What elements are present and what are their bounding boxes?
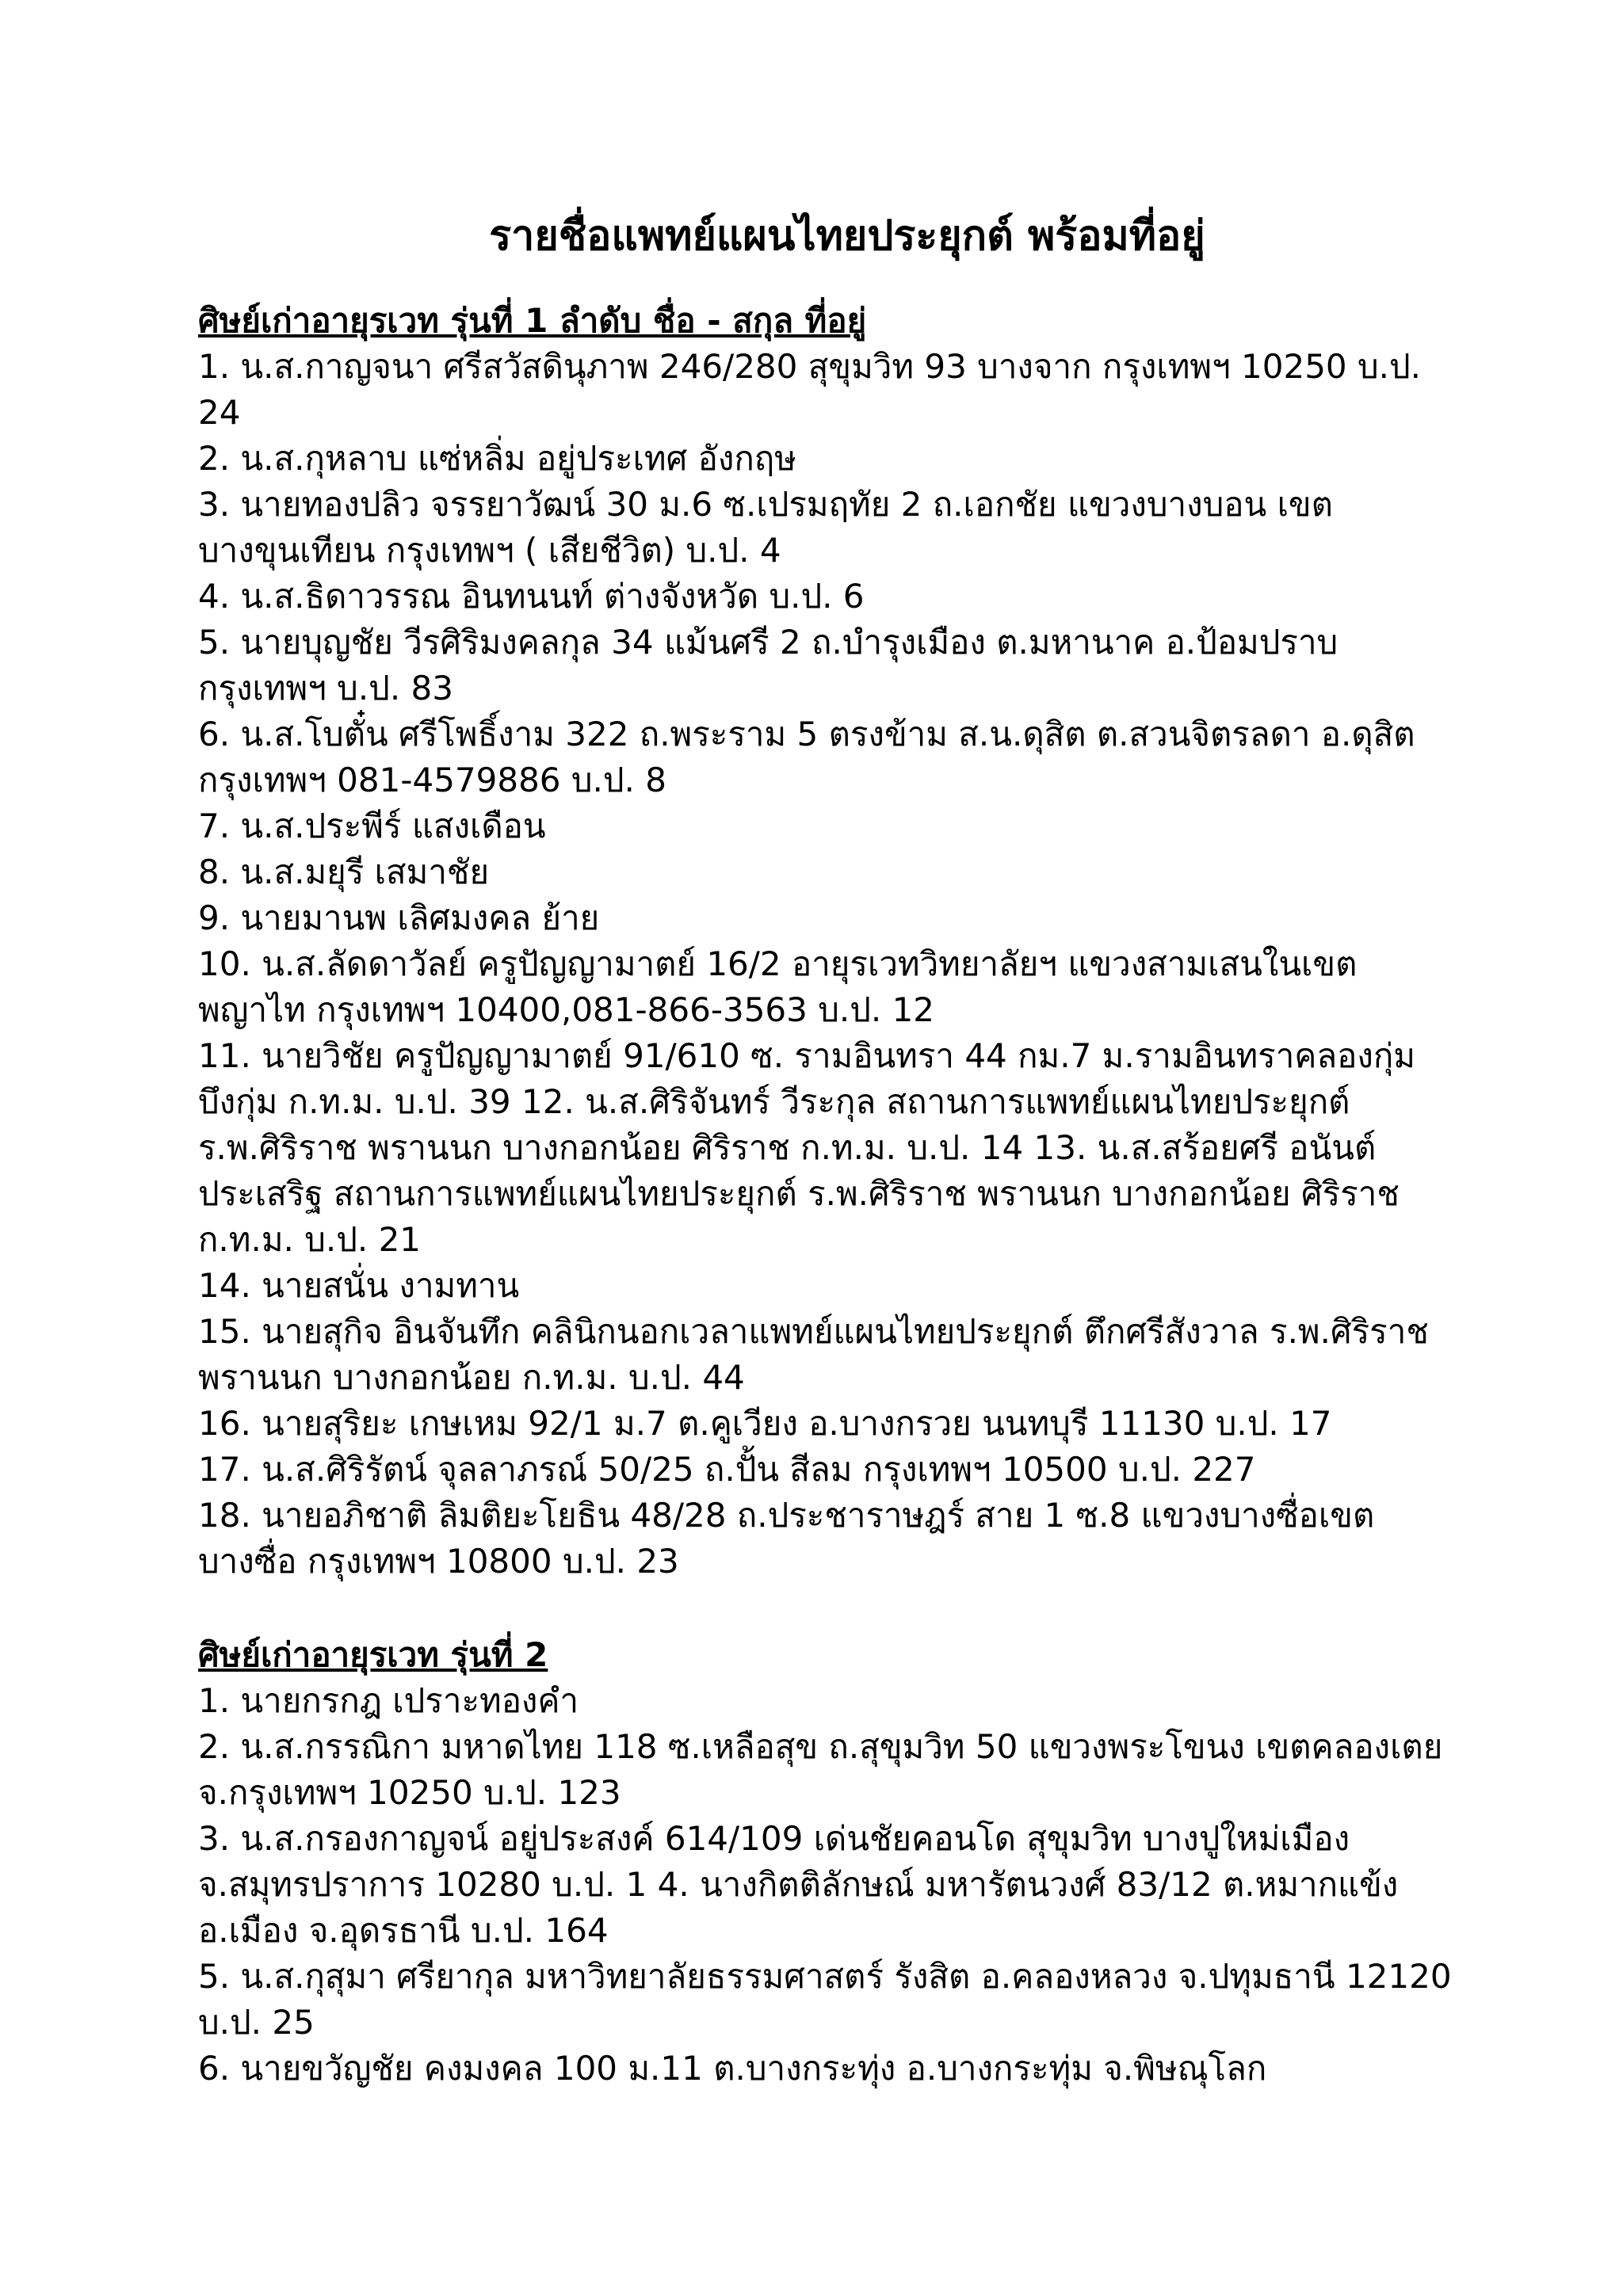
list-item: 2. น.ส.กุหลาบ แซ่หลิ่ม อยู่ประเทศ อังกฤษ <box>198 439 796 478</box>
list-item: 3. นายทองปลิว จรรยาวัฒน์ 30 ม.6 ซ.เปรมฤทัย 2 ถ.เอกชัย แขวงบางบอน เขตบางขุนเทียน กรุงเทพฯ ( เสียชีวิต) บ.ป. 4 <box>198 485 1333 570</box>
list-item: 5. น.ส.กุสุมา ศรียากุล มหาวิทยาลัยธรรมศาสตร์ รังสิต อ.คลองหลวง จ.ปทุมธานี 12120 บ.ป. 25 <box>198 1957 1452 2042</box>
list-item: 5. นายบุญชัย วีรศิริมงคลกุล 34 แม้นศรี 2 ถ.บำรุงเมือง ต.มหานาค อ.ป้อมปราบ กรุงเทพฯ บ.ป. 83 <box>198 623 1338 707</box>
entry-list <box>198 1678 1465 2092</box>
list-item: 6. น.ส.โบตั๋น ศรีโพธิ์งาม 322 ถ.พระราม 5 ตรงข้าม ส.น.ดุสิต ต.สวนจิตรลดา อ.ดุสิต กรุงเทพฯ 081-4579886 บ.ป. 8 <box>198 715 1415 799</box>
section-batch-2 <box>198 1632 1465 2092</box>
list-item: 10. น.ส.ลัดดาวัลย์ ครูปัญญามาตย์ 16/2 อายุรเวทวิทยาลัยฯ แขวงสามเสนในเขตพญาไท กรุงเทพฯ 10400,081-866-3563 บ.ป. 12 <box>198 944 1358 1029</box>
list-item: 2. น.ส.กรรณิกา มหาดไทย 118 ซ.เหลือสุข ถ.สุขุมวิท 50 แขวงพระโขนง เขตคลองเตย จ.กรุงเทพฯ 10250 บ.ป. 123 <box>198 1727 1443 1812</box>
list-item: 9. นายมานพ เลิศมงคล ย้าย <box>198 898 600 937</box>
section-heading: ศิษย์เก่าอายุรเวท รุ่นที่ 1 ลำดับ ชื่อ - สกุล ที่อยู่ <box>198 301 867 340</box>
list-item: 14. นายสนั่น งามทาน <box>198 1266 520 1305</box>
list-item: 1. นายกรกฎ เปราะทองคำ <box>198 1681 579 1720</box>
list-item: 16. นายสุริยะ เกษเหม 92/1 ม.7 ต.คูเวียง อ.บางกรวย นนทบุรี 11130 บ.ป. 17 <box>198 1404 1332 1443</box>
document-title: รายชื่อแพทย์แผนไทยประยุกต์ พร้อมที่อยู่ <box>489 212 1205 260</box>
entry-list <box>198 344 1465 1585</box>
list-item: 8. น.ส.มยุรี เสมาชัย <box>198 852 490 891</box>
list-item: 3. น.ส.กรองกาญจน์ อยู่ประสงค์ 614/109 เด่นชัยคอนโด สุขุมวิท บางปูใหม่เมือง จ.สมุทรปราการ 10280 บ.ป. 1 4. นางกิตติลักษณ์ มหารัตนวงศ์ 83/12 ต.หมากแข้ง อ.เมือง จ.อุดรธานี บ.ป. 164 <box>198 1819 1399 1950</box>
list-item: 17. น.ส.ศิริรัตน์ จุลลาภรณ์ 50/25 ถ.ปั้น สีลม กรุงเทพฯ 10500 บ.ป. 227 <box>198 1450 1256 1489</box>
list-item: 15. นายสุกิจ อินจันทึก คลินิกนอกเวลาแพทย์แผนไทยประยุกต์ ตึกศรีสังวาล ร.พ.ศิริราช พรานนก บางกอกน้อย ก.ท.ม. บ.ป. 44 <box>198 1312 1429 1397</box>
list-item: 6. นายขวัญชัย คงมงคล 100 ม.11 ต.บางกระทุ่ง อ.บางกระทุ่ม จ.พิษณุโลก <box>198 2049 1267 2088</box>
section-heading: ศิษย์เก่าอายุรเวท รุ่นที่ 2 <box>198 1635 548 1674</box>
list-item: 11. นายวิชัย ครูปัญญามาตย์ 91/610 ซ. รามอินทรา 44 กม.7 ม.รามอินทราคลองกุ่ม บึงกุ่ม ก.ท.ม. บ.ป. 39 12. น.ส.ศิริจันทร์ วีระกุล สถานการแพทย์แผนไทยประยุกต์ ร.พ.ศิริราช พรานนก บางกอกน้อย ศิริราช ก.ท.ม. บ.ป. 14 13. น.ส.สร้อยศรี อนันต์ประเสริฐ สถานการแพทย์แผนไทยประยุกต์ ร.พ.ศิริราช พรานนก บางกอกน้อย ศิริราช ก.ท.ม. บ.ป. 21 <box>198 1036 1415 1259</box>
list-item: 4. น.ส.ธิดาวรรณ อินทนนท์ ต่างจังหวัด บ.ป. 6 <box>198 577 865 616</box>
list-item: 7. น.ส.ประพีร์ แสงเดือน <box>198 807 546 845</box>
list-item: 1. น.ส.กาญจนา ศรีสวัสดินุภาพ 246/280 สุขุมวิท 93 บางจาก กรุงเทพฯ 10250 บ.ป. 24 <box>198 347 1422 432</box>
section-batch-1 <box>198 298 1465 1585</box>
list-item: 18. นายอภิชาติ ลิมติยะโยธิน 48/28 ถ.ประชาราษฎร์ สาย 1 ซ.8 แขวงบางซื่อเขตบางซื่อ กรุงเทพฯ 10800 บ.ป. 23 <box>198 1496 1375 1581</box>
